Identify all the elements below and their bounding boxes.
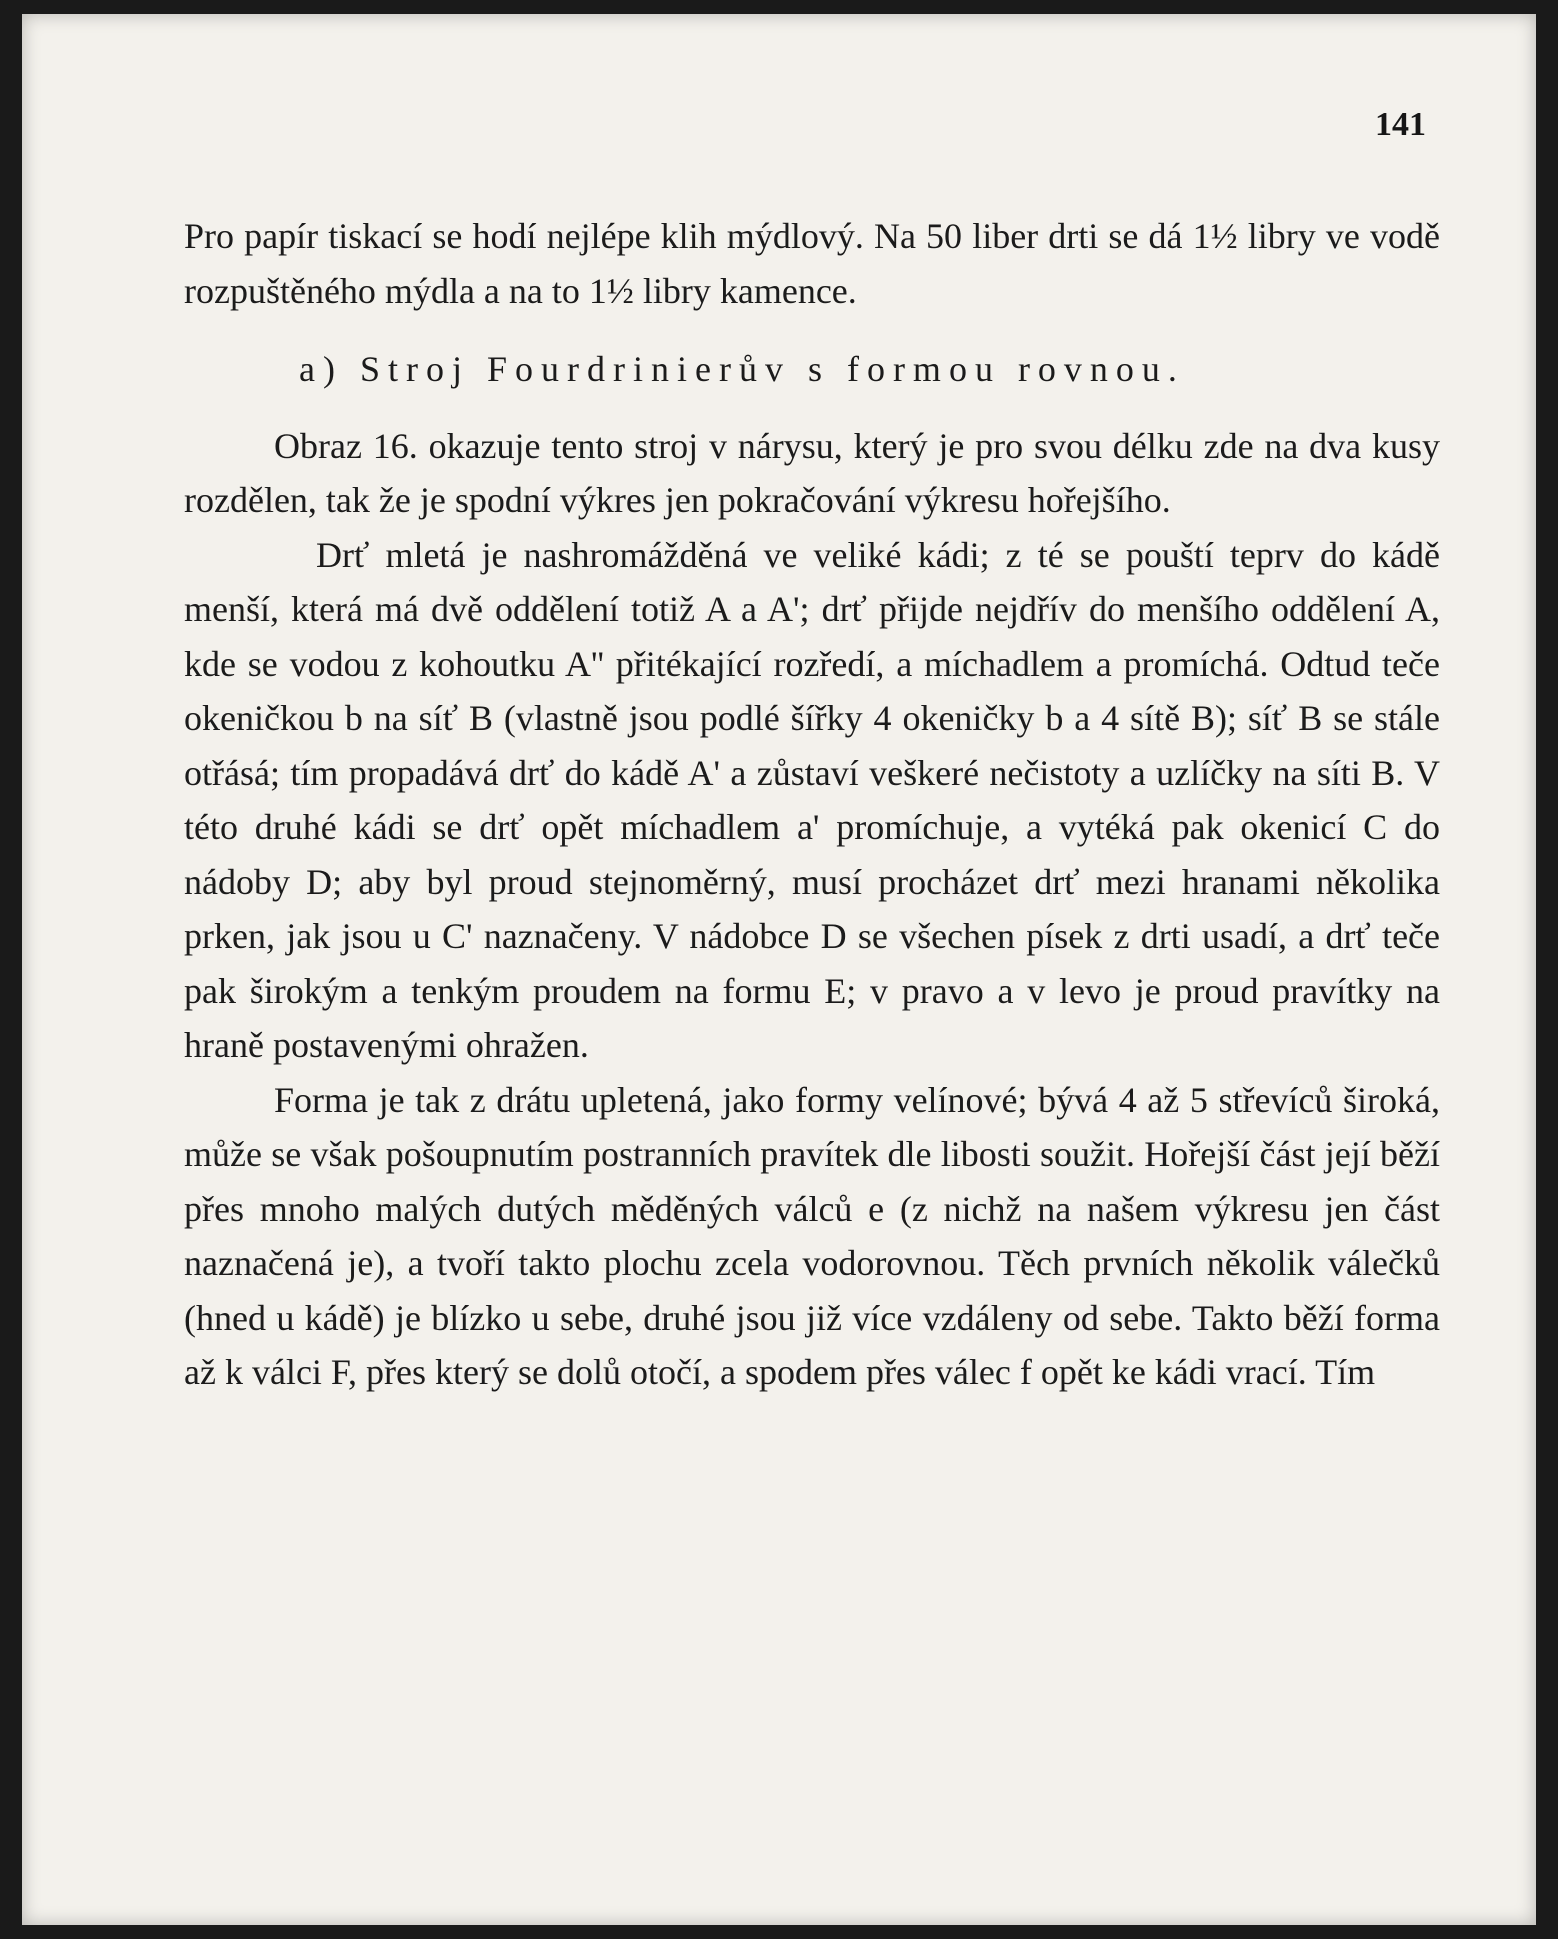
paragraph-2: Obraz 16. okazuje tento stroj v nárysu, který je pro svou délku zde na dva kusy rozdělen, tak že je spodní výkres jen pokračování výkresu hořejšího. [184,425,1440,520]
section-heading: a) Stroj Fourdrinierův s formou rovnou. [299,349,1185,389]
paragraph-3: Drť mletá je nashromážděná ve veliké kádi; z té se pouští teprv do kádě menší, která má dvě oddělení totiž A a A'; drť přijde nejdřív do menšího oddělení A, kde se vodou z kohoutku A'' přitékající rozředí, a míchadlem a promíchá. Odtud teče okeničkou b na síť B (vlastně jsou podlé šířky 4 okeničky b a 4 sítě B); síť B se stále otřásá; tím propadává drť do kádě A' a zůstaví veškeré nečistoty a uzlíčky na síti B. V této druhé kádi se drť opět míchadlem a' promíchuje, a vytéká pak okenicí C do nádoby D; aby byl proud stejnoměrný, musí procházet drť mezi hranami několika prken, jak jsou u C' naznačeny. V nádobce D se všechen písek z drti usadí, a drť teče pak širokým a tenkým proudem na formu E; v pravo a v levo je proud pravítky na hraně postavenými ohražen. [184,534,1440,1065]
page-body [184,209,1440,1400]
page-number: 141 [1375,106,1426,143]
book-page [22,14,1536,1925]
paragraph-4: Forma je tak z drátu upletená, jako formy velínové; bývá 4 až 5 střevíců široká, může se však pošoupnutím postranních pravítek dle libosti soužit. Hořejší část její běží přes mnoho malých dutých měděných válců e (z nichž na našem výkresu jen část naznačená je), a tvoří takto plochu zcela vodorovnou. Těch prvních několik válečků (hned u kádě) je blízko u sebe, druhé jsou již více vzdáleny od sebe. Takto běží forma až k válci F, přes který se dolů otočí, a spodem přes válec f opět ke kádi vrací. Tím [184,1079,1440,1392]
paragraph-1: Pro papír tiskací se hodí nejlépe klih mýdlový. Na 50 liber drti se dá 1½ libry ve vodě rozpuštěného mýdla a na to 1½ libry kamence. [184,216,1440,311]
